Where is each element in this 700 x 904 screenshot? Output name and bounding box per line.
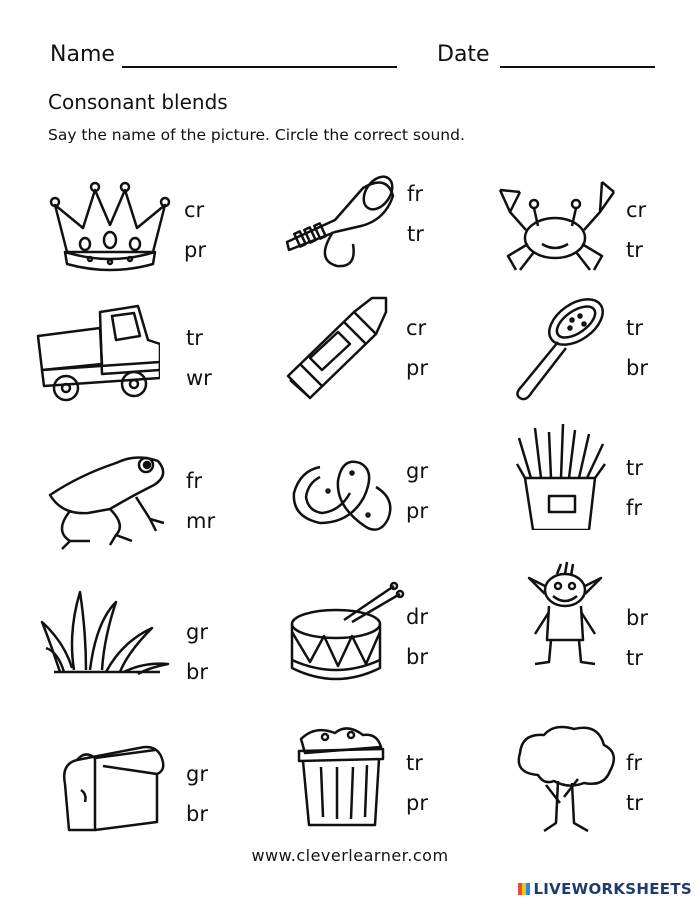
choice-tr[interactable]: tr — [626, 238, 643, 262]
choice-dr[interactable]: dr — [406, 605, 428, 629]
frog-icon — [40, 445, 170, 555]
instructions: Say the name of the picture. Circle the correct sound. — [48, 126, 465, 144]
exercise-drum — [280, 580, 490, 690]
exercise-truck — [30, 300, 240, 410]
choice-wr[interactable]: wr — [186, 366, 212, 390]
exercise-fries — [505, 420, 700, 530]
choice-pr[interactable]: pr — [406, 356, 428, 380]
choice-br[interactable]: br — [186, 802, 208, 826]
choice-tr[interactable]: tr — [186, 326, 203, 350]
choice-fr[interactable]: fr — [407, 182, 424, 206]
exercise-crayon — [280, 294, 490, 404]
crayon-icon — [280, 294, 410, 404]
choice-br[interactable]: br — [406, 645, 428, 669]
troll-icon — [505, 560, 635, 670]
choice-tr[interactable]: tr — [626, 791, 643, 815]
crab-icon — [490, 170, 620, 280]
choice-gr[interactable]: gr — [186, 762, 208, 786]
choice-fr[interactable]: fr — [626, 751, 643, 775]
crown-icon — [45, 170, 175, 280]
exercise-tree — [508, 725, 700, 835]
choice-gr[interactable]: gr — [406, 459, 428, 483]
liveworksheets-logo-icon — [518, 883, 530, 895]
exercise-pretzel — [280, 437, 490, 547]
truck-icon — [30, 300, 160, 410]
name-label: Name — [50, 42, 115, 67]
choice-pr[interactable]: pr — [406, 791, 428, 815]
choice-br[interactable]: br — [626, 606, 648, 630]
tree-icon — [508, 725, 638, 835]
drum-icon — [280, 580, 410, 690]
brand-logo — [518, 880, 692, 898]
grass-icon — [40, 582, 170, 692]
exercise-crown — [45, 170, 255, 280]
brand-name: LIVEWORKSHEETS — [533, 880, 692, 898]
choice-tr[interactable]: tr — [626, 316, 643, 340]
brush-icon — [500, 294, 630, 404]
exercise-grass — [40, 582, 250, 692]
exercise-trumpet — [275, 170, 485, 280]
choice-mr[interactable]: mr — [186, 509, 216, 533]
choice-tr[interactable]: tr — [406, 751, 423, 775]
date-field[interactable] — [500, 66, 655, 68]
choice-br[interactable]: br — [626, 356, 648, 380]
choice-pr[interactable]: pr — [184, 238, 206, 262]
choice-pr[interactable]: pr — [406, 499, 428, 523]
fries-icon — [505, 420, 635, 530]
pretzel-icon — [280, 437, 410, 547]
exercise-crab — [490, 170, 700, 280]
footer-url: www.cleverlearner.com — [251, 846, 449, 865]
choice-fr[interactable]: fr — [626, 496, 643, 520]
trumpet-icon — [275, 170, 405, 280]
exercise-bread — [55, 730, 265, 840]
choice-br[interactable]: br — [186, 660, 208, 684]
choice-gr[interactable]: gr — [186, 620, 208, 644]
bread-icon — [55, 730, 185, 840]
exercise-frog — [40, 445, 250, 555]
choice-tr[interactable]: tr — [407, 222, 424, 246]
trash-can-icon — [285, 725, 415, 835]
exercise-brush — [500, 294, 700, 404]
header-row — [50, 42, 660, 76]
choice-cr[interactable]: cr — [406, 316, 427, 340]
choice-cr[interactable]: cr — [626, 198, 647, 222]
choice-tr[interactable]: tr — [626, 456, 643, 480]
choice-cr[interactable]: cr — [184, 198, 205, 222]
exercise-troll — [505, 560, 700, 670]
choice-tr[interactable]: tr — [626, 646, 643, 670]
choice-fr[interactable]: fr — [186, 469, 203, 493]
page-title: Consonant blends — [48, 90, 228, 114]
exercise-trash-can — [285, 725, 495, 835]
date-label: Date — [437, 42, 490, 67]
name-field[interactable] — [122, 66, 397, 68]
